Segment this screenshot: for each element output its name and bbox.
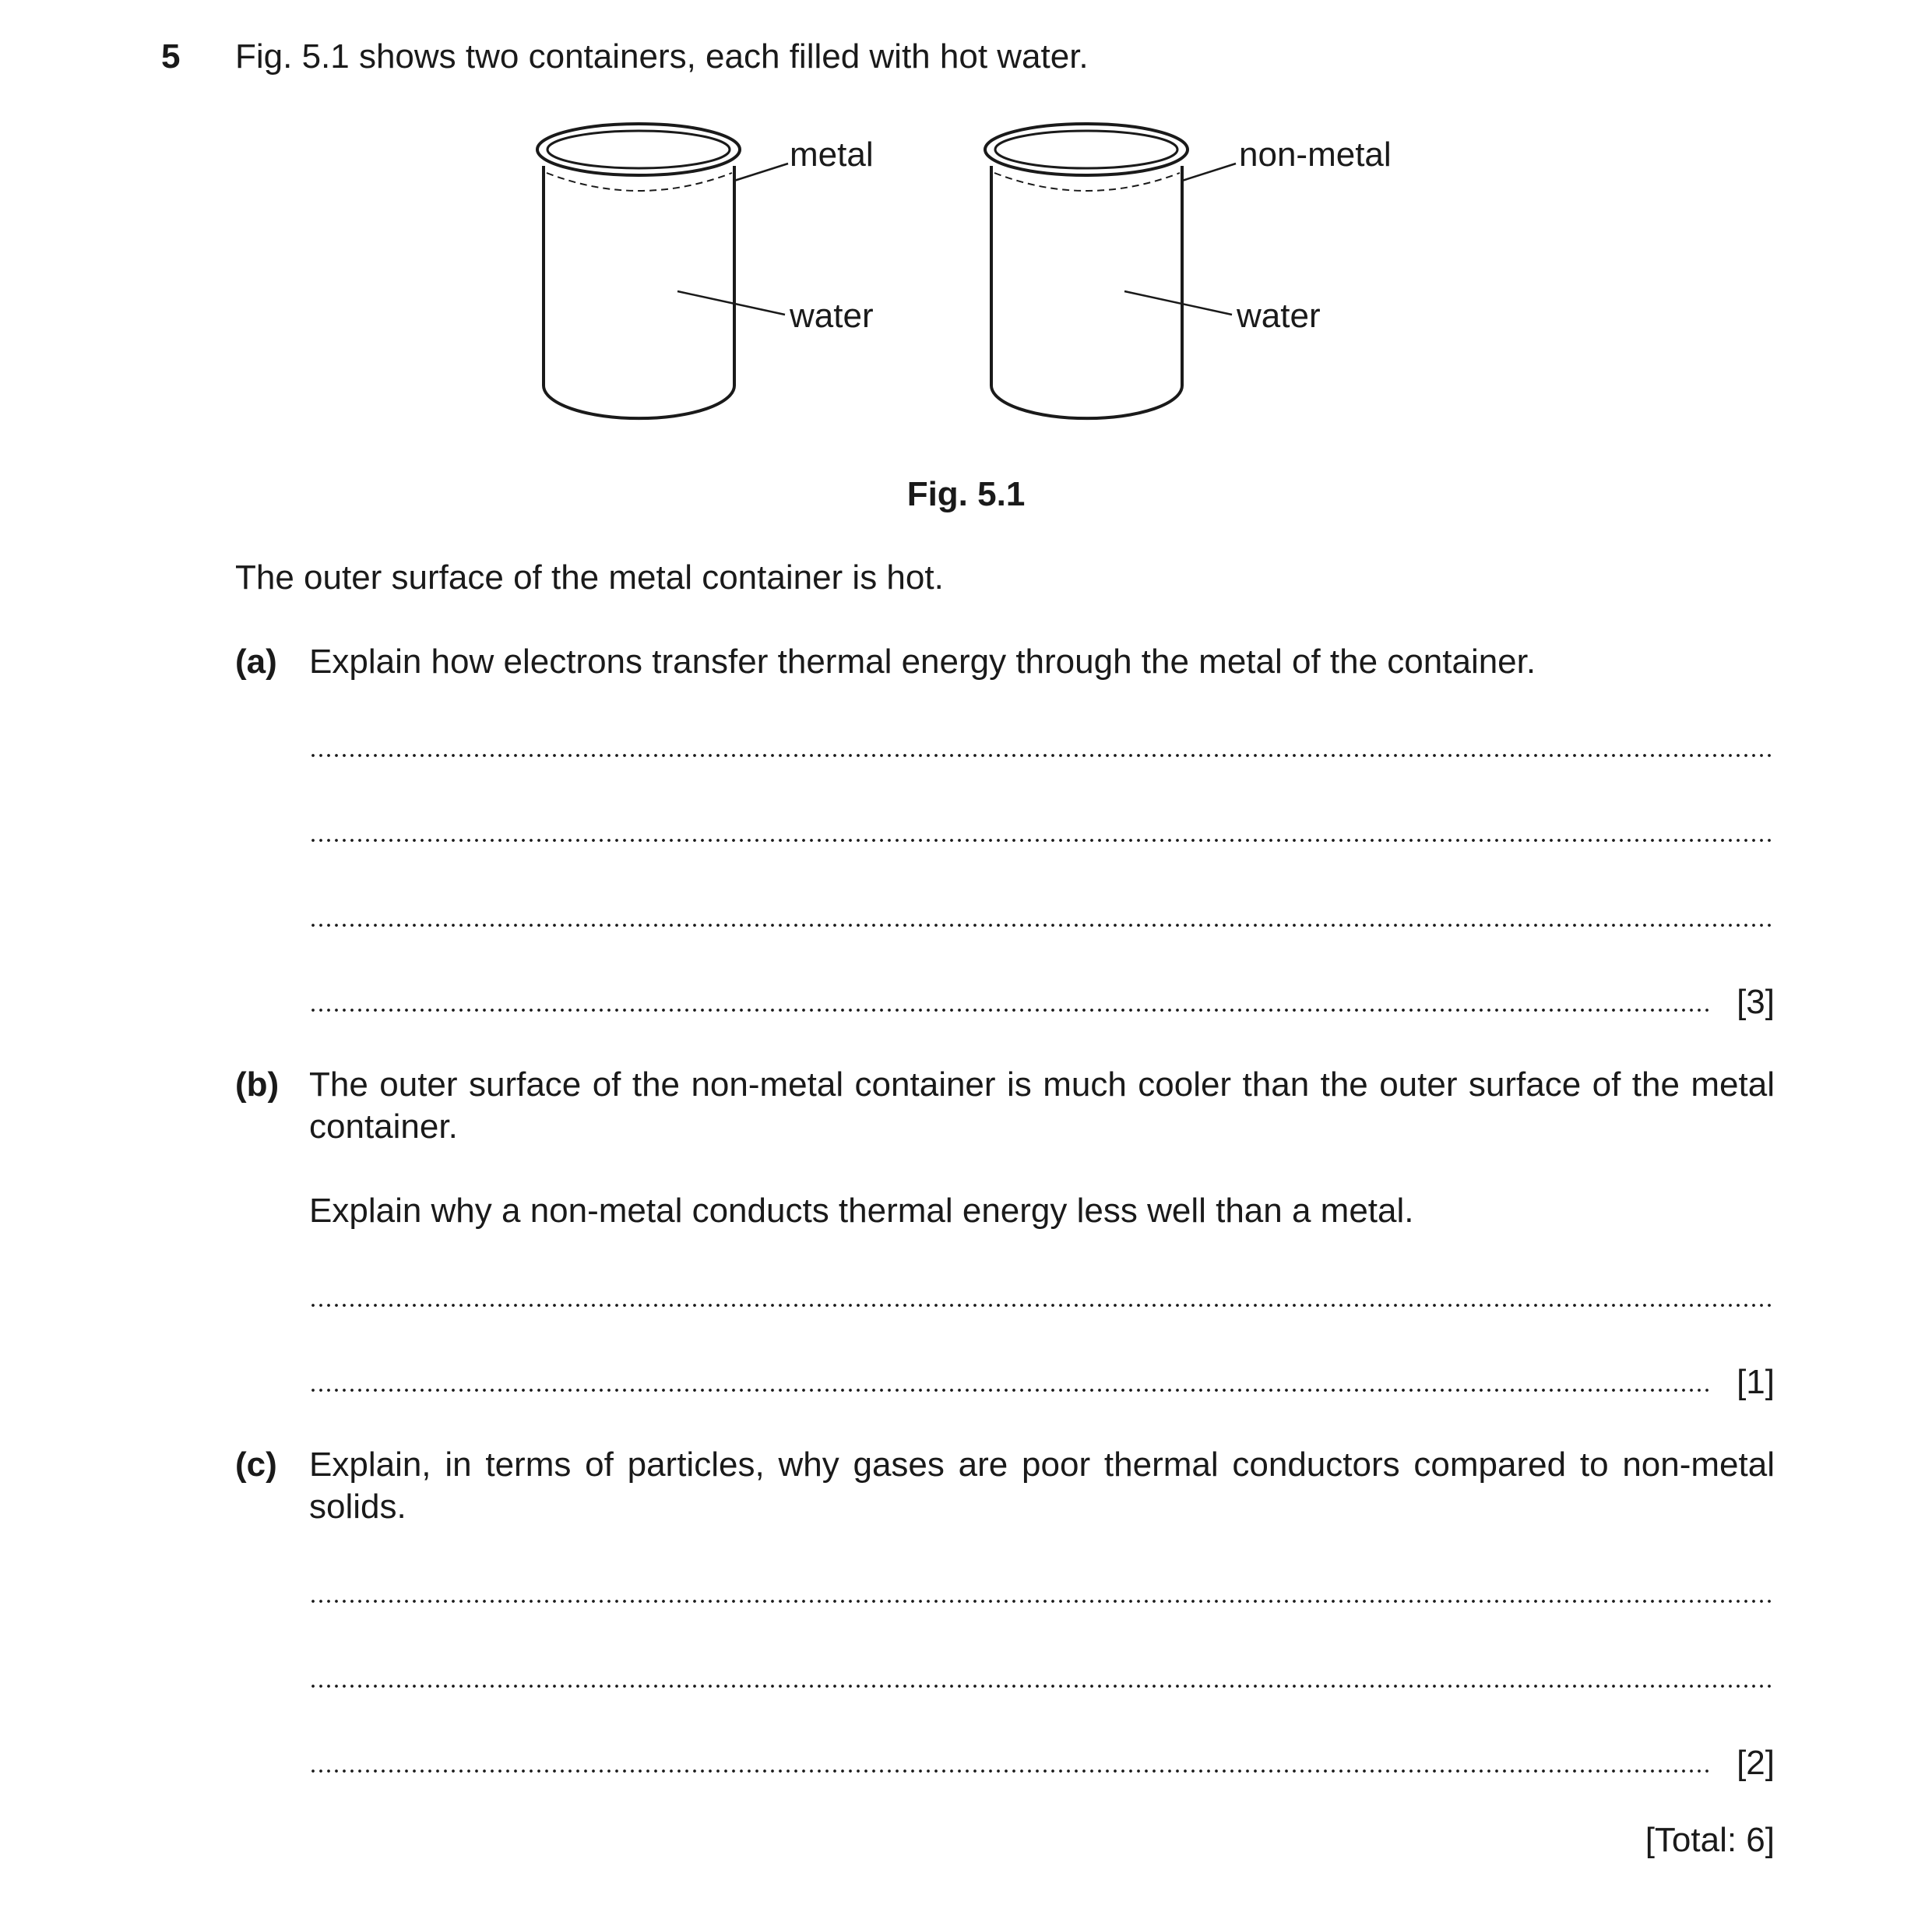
- metal-leader-line: [734, 164, 788, 181]
- question-number: 5: [161, 37, 181, 76]
- label-metal: metal: [790, 136, 874, 174]
- answer-line-b1[interactable]: [309, 1303, 1775, 1308]
- total-marks: [Total: 6]: [1645, 1821, 1775, 1859]
- answer-line-b2[interactable]: [309, 1388, 1711, 1393]
- answer-line-c3[interactable]: [309, 1769, 1711, 1773]
- answer-line-a4[interactable]: [309, 1008, 1711, 1012]
- question-stem: The outer surface of the metal container is hot.: [235, 558, 944, 597]
- part-b-instruction: Explain why a non-metal conducts thermal energy less well than a metal.: [309, 1192, 1414, 1230]
- figure-caption: Fig. 5.1: [906, 475, 1026, 513]
- part-a-label: (a): [235, 643, 277, 681]
- part-c-marks: [2]: [1737, 1744, 1775, 1782]
- answer-line-c2[interactable]: [309, 1684, 1775, 1688]
- answer-line-a2[interactable]: [309, 838, 1775, 843]
- part-c-label: (c): [235, 1445, 277, 1484]
- part-b-text: The outer surface of the non-metal container is much cooler than the outer surface of the metal container.: [309, 1065, 1775, 1146]
- part-a-marks: [3]: [1737, 983, 1775, 1021]
- label-non-metal: non-metal: [1239, 136, 1392, 174]
- part-a-text: Explain how electrons transfer thermal energy through the metal of the container.: [309, 643, 1536, 681]
- figure-containers: [0, 0, 1932, 467]
- answer-line-a3[interactable]: [309, 923, 1775, 928]
- label-water-right: water: [1237, 297, 1321, 335]
- question-intro: Fig. 5.1 shows two containers, each filled with hot water.: [235, 37, 1089, 76]
- non-metal-container: [985, 124, 1188, 418]
- part-b-marks: [1]: [1737, 1363, 1775, 1401]
- water-leader-line-right: [1124, 291, 1232, 315]
- part-c-text: Explain, in terms of particles, why gases are poor thermal conductors compared to non-metal solids.: [309, 1445, 1775, 1526]
- metal-container: [537, 124, 740, 418]
- label-water-left: water: [790, 297, 874, 335]
- non-metal-leader-line: [1182, 164, 1236, 181]
- answer-line-c1[interactable]: [309, 1599, 1775, 1604]
- part-b-label: (b): [235, 1065, 280, 1104]
- water-leader-line-left: [677, 291, 785, 315]
- answer-line-a1[interactable]: [309, 753, 1775, 758]
